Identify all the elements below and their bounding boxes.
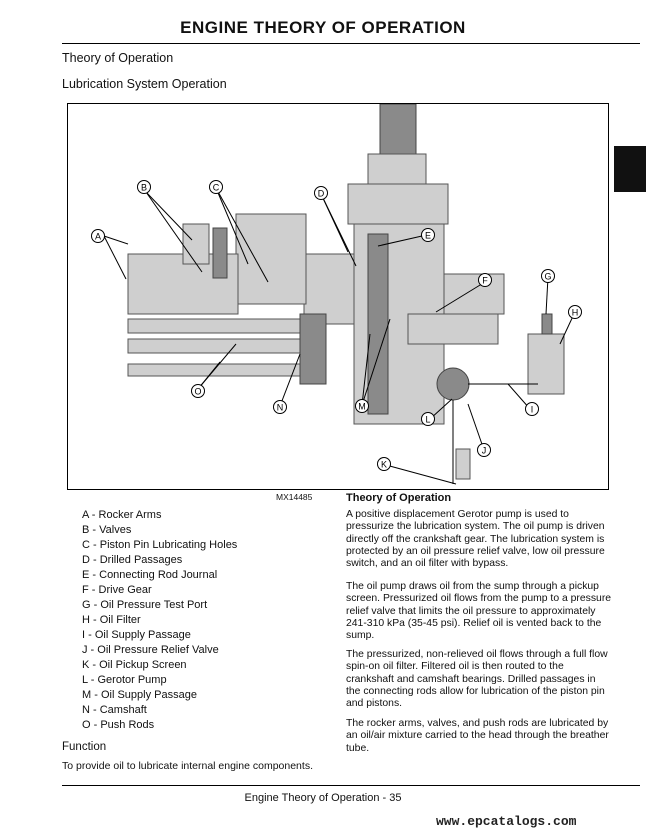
legend-item — [82, 553, 237, 568]
legend-separator: - — [89, 704, 100, 716]
legend-text: Drive Gear — [98, 584, 152, 596]
legend-letter: O — [82, 719, 91, 731]
legend-separator: - — [88, 509, 99, 521]
function-text: To provide oil to lubricate internal engine components. — [62, 760, 313, 772]
legend-letter: C — [82, 539, 90, 551]
callout-l — [422, 413, 435, 426]
legend-separator: - — [89, 659, 100, 671]
legend-separator: - — [89, 539, 100, 551]
legend-letter: B — [82, 524, 90, 536]
svg-text:A: A — [94, 231, 102, 242]
legend-letter: K — [82, 659, 90, 671]
callout-leaders — [104, 188, 574, 484]
legend-separator: - — [89, 554, 100, 566]
legend-letter: J — [82, 644, 88, 656]
callout-b — [138, 181, 151, 194]
legend-letter: H — [82, 614, 90, 626]
callout-k — [378, 458, 391, 471]
legend-item — [82, 718, 237, 733]
legend-text: Drilled Passages — [99, 554, 183, 566]
callout-c — [210, 181, 223, 194]
header-divider — [62, 43, 640, 44]
svg-text:F: F — [482, 275, 488, 286]
legend-letter: A — [82, 509, 89, 521]
legend-item — [82, 568, 237, 583]
callout-e — [422, 229, 435, 242]
section-thumb-tab — [614, 146, 646, 192]
callout-n — [274, 401, 287, 414]
legend-letter: D — [82, 554, 90, 566]
subsection-heading: Lubrication System Operation — [62, 77, 227, 91]
svg-text:I: I — [530, 404, 534, 415]
legend-text: Oil Pressure Relief Valve — [97, 644, 219, 656]
callout-g — [542, 270, 555, 283]
legend-letter: L — [82, 674, 88, 686]
engine-cutaway-illustration — [68, 104, 608, 489]
legend-text: Push Rods — [100, 719, 155, 731]
legend-separator: - — [87, 644, 98, 656]
legend-item — [82, 538, 237, 553]
svg-text:O: O — [194, 386, 202, 397]
callout-o — [192, 385, 205, 398]
push-rod-tubes — [128, 314, 326, 384]
footer-divider — [62, 785, 640, 786]
legend-item — [82, 688, 237, 703]
legend-text: Valves — [99, 524, 132, 536]
legend-item — [82, 583, 237, 598]
legend-text: Oil Supply Passage — [94, 629, 191, 641]
legend-item — [82, 703, 237, 718]
callout-f — [479, 274, 492, 287]
page-footer: Engine Theory of Operation - 35 — [244, 792, 402, 804]
legend-text: Oil Pickup Screen — [99, 659, 187, 671]
legend-letter: M — [82, 689, 92, 701]
callout-j — [478, 444, 491, 457]
theory-paragraph: A positive displacement Gerotor pump is used to pressurize the lubrication system. The oil pump is driven directly off the crankshaft gear. The lubrication system is protected by an oil pressure relief valve, low oil pressure switch, and an oil filter with bypass. — [346, 509, 605, 570]
legend-item — [82, 658, 237, 673]
svg-text:G: G — [544, 271, 552, 282]
crankshaft-assembly — [304, 104, 504, 424]
svg-text:D: D — [317, 188, 325, 199]
function-heading: Function — [62, 741, 107, 753]
svg-text:C: C — [212, 182, 220, 193]
svg-text:E: E — [424, 230, 432, 241]
legend-separator: - — [90, 719, 101, 731]
page-title: ENGINE THEORY OF OPERATION — [180, 18, 466, 37]
legend-item — [82, 628, 237, 643]
legend-text: Connecting Rod Journal — [99, 569, 218, 581]
legend-separator: - — [90, 599, 101, 611]
svg-text:H: H — [571, 307, 579, 318]
callout-a — [92, 230, 105, 243]
theory-paragraph: The pressurized, non-relieved oil flows through a full flow spin-on oil filter. Filtered oil is then routed to the crankshaft and camshaft bearings. Drilled passages in the connecting rods allow for lubrication of the piston pin and pistons. — [346, 649, 608, 710]
watermark-url: www.epcatalogs.com — [436, 814, 577, 829]
legend-text: Camshaft — [99, 704, 147, 716]
legend-letter: E — [82, 569, 90, 581]
legend-letter: I — [82, 629, 86, 641]
section-heading: Theory of Operation — [62, 51, 174, 65]
lubrication-diagram — [67, 103, 609, 490]
legend-separator: - — [87, 674, 98, 686]
legend-item — [82, 673, 237, 688]
svg-text:N: N — [276, 402, 284, 413]
legend-item — [82, 613, 237, 628]
theory-paragraph: The rocker arms, valves, and push rods are lubricated by an oil/air mixture carried to the head through the breather tube. — [346, 718, 609, 754]
legend-letter: F — [82, 584, 89, 596]
legend-text: Oil Pressure Test Port — [100, 599, 208, 611]
callout-m — [356, 400, 369, 413]
legend-item — [82, 643, 237, 658]
legend-letter: G — [82, 599, 91, 611]
legend-separator: - — [85, 629, 95, 641]
legend-separator: - — [89, 614, 100, 626]
callout-i — [526, 403, 539, 416]
figure-code: MX14485 — [276, 492, 313, 502]
parts-legend — [82, 508, 237, 733]
legend-item — [82, 508, 237, 523]
legend-text: Rocker Arms — [98, 509, 162, 521]
legend-text: Gerotor Pump — [97, 674, 167, 686]
svg-text:L: L — [425, 414, 431, 425]
legend-separator: - — [91, 689, 101, 701]
callout-h — [569, 306, 582, 319]
legend-separator: - — [89, 569, 100, 581]
svg-text:J: J — [481, 445, 487, 456]
svg-text:M: M — [358, 401, 366, 412]
theory-paragraph: The oil pump draws oil from the sump through a pickup screen. Pressurized oil flows from the pump to a pressure relief valve that limits the oil pressure to approximately 241-310 kPa (35-45 psi). Relief oil is vented back to the sump. — [346, 581, 612, 642]
legend-separator: - — [88, 584, 99, 596]
theory-heading: Theory of Operation — [346, 492, 452, 504]
legend-item — [82, 598, 237, 613]
legend-item — [82, 523, 237, 538]
legend-separator: - — [89, 524, 100, 536]
legend-text: Oil Supply Passage — [100, 689, 197, 701]
svg-text:K: K — [380, 459, 388, 470]
legend-text: Piston Pin Lubricating Holes — [99, 539, 238, 551]
cylinder-head — [128, 214, 306, 314]
legend-text: Oil Filter — [99, 614, 141, 626]
svg-text:B: B — [140, 182, 148, 193]
callout-d — [315, 187, 328, 200]
legend-letter: N — [82, 704, 90, 716]
